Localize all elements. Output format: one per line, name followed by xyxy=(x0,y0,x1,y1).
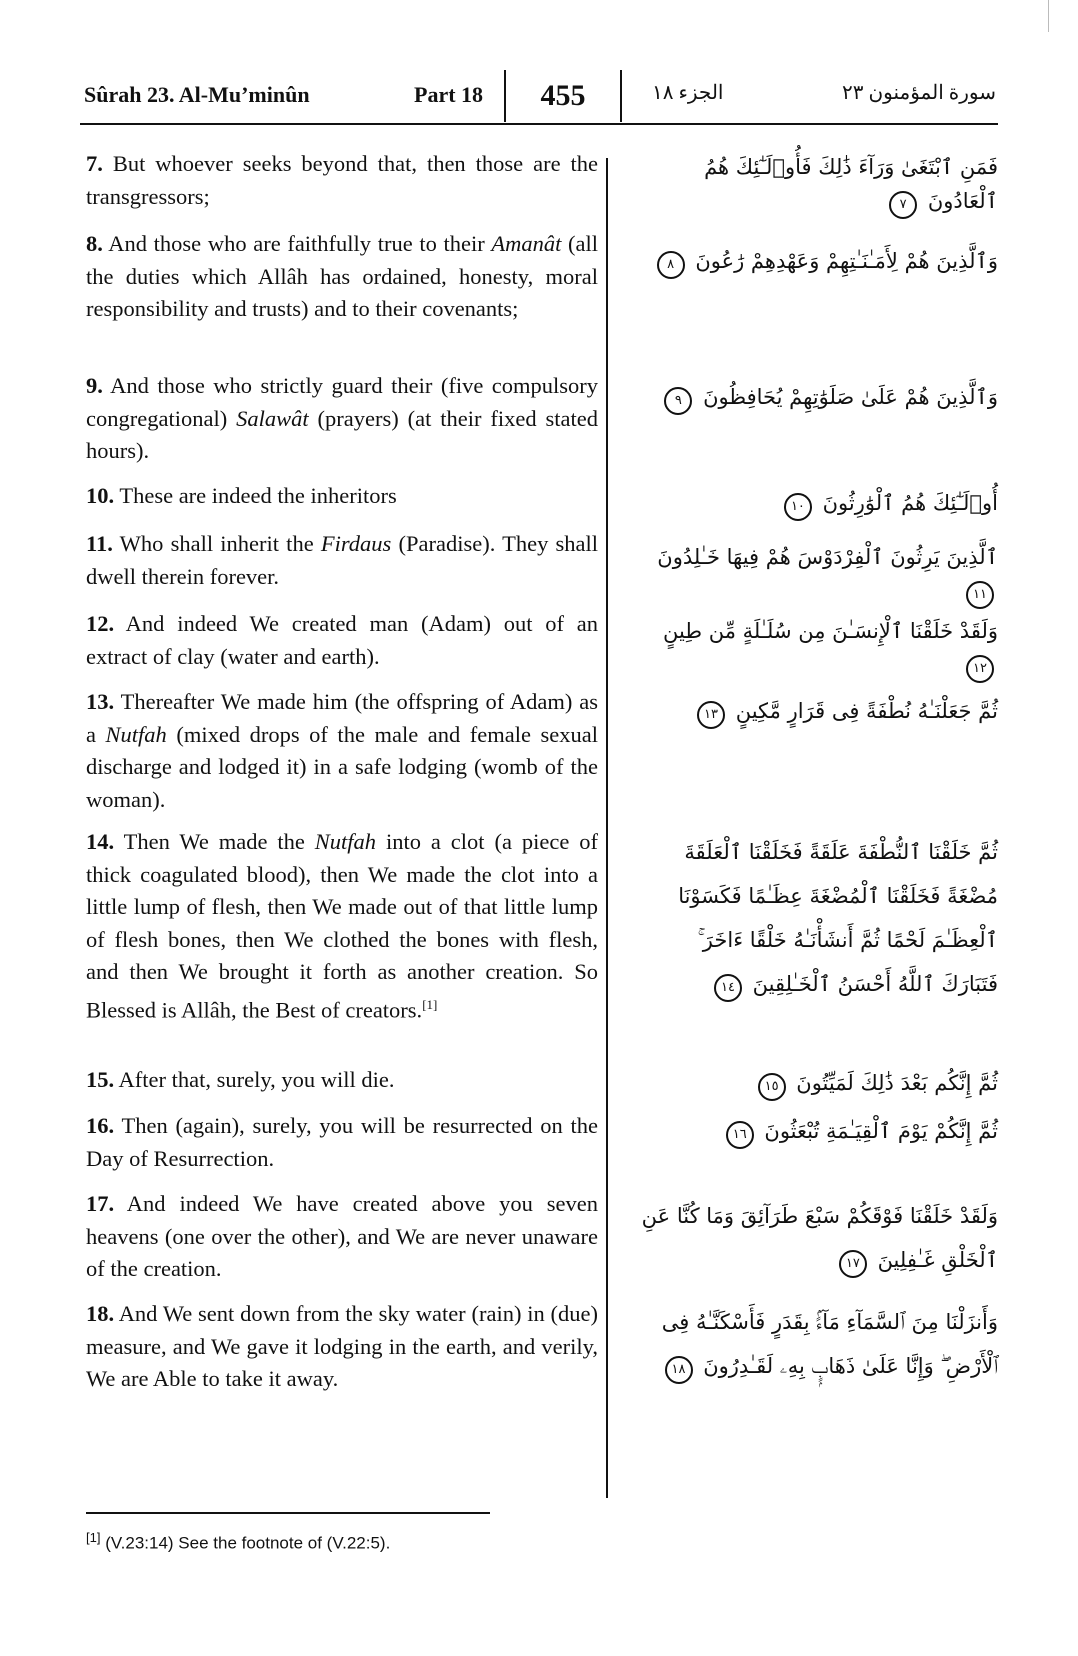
ayah-marker: ١٤ xyxy=(714,974,742,1002)
column-divider xyxy=(606,158,608,1498)
page-number-box xyxy=(504,70,622,122)
verse-8: 8. And those who are faithfully true to their Amanât (all the duties which Allâh has ordained, honesty, moral responsibility and trusts) and to their covenants; xyxy=(86,231,598,321)
verse-18: 18. And We sent down from the sky water (rain) in (due) measure, and We gave it lodging in the earth, and verily, We are Able to take it away. xyxy=(86,1301,598,1391)
arabic-verse-15: ثُمَّ إِنَّكُم بَعْدَ ذَٰلِكَ لَمَيِّتُونَ ١٥ xyxy=(638,1066,998,1101)
arabic-verse-17: وَلَقَدْ خَلَقْنَا فَوْقَكُمْ سَبْعَ طَرَآئِقَ وَمَا كُنَّا عَنِ ٱلْخَلْقِ غَـٰفِلِينَ ١٧ xyxy=(638,1194,998,1282)
arabic-part-label: الجزء ١٨ xyxy=(652,82,724,104)
verse-14: 14. Then We made the Nutfah into a clot (a piece of thick coagulated blood), then We made the clot into a little lump of flesh, then We made out of that little lump of flesh bones, then We clothed the bones with flesh, and then We brought it forth as another creation. So Blessed is Allâh, the Best of creators.[1] xyxy=(86,829,598,1022)
arabic-verse-11: ٱلَّذِينَ يَرِثُونَ ٱلْفِرْدَوْسَ هُمْ فِيهَا خَـٰلِدُونَ ١١ xyxy=(638,540,998,609)
verse-7: 7. But whoever seeks beyond that, then those are the transgressors; xyxy=(86,151,599,209)
verse-10: 10. These are indeed the inheritors xyxy=(86,483,397,508)
page-header xyxy=(84,70,996,124)
arabic-verse-13: ثُمَّ جَعَلْنَـٰهُ نُطْفَةً فِى قَرَارٍ مَّكِينٍ ١٣ xyxy=(638,694,998,729)
page-number: 455 xyxy=(540,79,586,112)
footnote-marker: [1] xyxy=(86,1530,101,1545)
arabic-verse-7: فَمَنِ ٱبْتَغَىٰ وَرَآءَ ذَٰلِكَ فَأُو۟لَـٰٓئِكَ هُمُ ٱلْعَادُونَ ٧ xyxy=(638,150,998,219)
arabic-verse-12: وَلَقَدْ خَلَقْنَا ٱلْإِنسَـٰنَ مِن سُلَـٰلَةٍ مِّن طِينٍ ١٢ xyxy=(638,614,998,683)
ayah-marker: ١٥ xyxy=(758,1073,786,1101)
ayah-marker: ١١ xyxy=(966,581,994,609)
arabic-verse-8: وَٱلَّذِينَ هُمْ لِأَمَـٰنَـٰتِهِمْ وَعَهْدِهِمْ رَٰعُونَ ٨ xyxy=(638,244,998,279)
verse-9: 9. And those who strictly guard their (five compulsory congregational) Salawât (prayers) (at their fixed stated hours). xyxy=(86,373,599,463)
arabic-verse-14: ثُمَّ خَلَقْنَا ٱلنُّطْفَةَ عَلَقَةً فَخَلَقْنَا ٱلْعَلَقَةَ مُضْغَةً فَخَلَقْنَا ٱلْمُضْغَةَ عِظَـٰمًا فَكَسَوْنَا ٱلْعِظَـٰمَ لَحْمًا ثُمَّ أَنشَأْنَـٰهُ خَلْقًا ءَاخَرَ ۚ فَتَبَارَكَ ٱللَّهُ أَحْسَنُ ٱلْخَـٰلِقِينَ ١٤ xyxy=(638,830,998,1006)
footnote xyxy=(86,1530,390,1554)
header-rule xyxy=(80,123,998,125)
surah-title: Sûrah 23. Al-Mu’minûn xyxy=(84,82,310,107)
arabic-surah-title: سورة المؤمنون ٢٣ xyxy=(841,82,996,104)
arabic-verse-18: وَأَنزَلْنَا مِنَ ٱلسَّمَآءِ مَآءًۢ بِقَدَرٍ فَأَسْكَنَّـٰهُ فِى ٱلْأَرْضِ ۖ وَإِنَّا عَلَىٰ ذَهَابٍۭ بِهِۦ لَقَـٰدِرُونَ ١٨ xyxy=(638,1300,998,1388)
verse-12: 12. And indeed We created man (Adam) out of an extract of clay (water and earth). xyxy=(86,611,598,669)
footnote-rule xyxy=(86,1512,490,1514)
ayah-marker: ١٧ xyxy=(839,1250,867,1278)
ayah-marker: ١٢ xyxy=(966,655,994,683)
verse-15: 15. After that, surely, you will die. xyxy=(86,1067,395,1092)
ayah-marker: ٧ xyxy=(889,191,917,219)
ayah-marker: ٩ xyxy=(664,387,692,415)
ayah-marker: ١٨ xyxy=(665,1356,693,1384)
ayah-marker: ٨ xyxy=(657,251,685,279)
arabic-verse-9: وَٱلَّذِينَ هُمْ عَلَىٰ صَلَوَٰتِهِمْ يُحَافِظُونَ ٩ xyxy=(638,380,998,415)
part-label: Part 18 xyxy=(414,82,484,107)
ayah-marker: ١٠ xyxy=(784,493,812,521)
verse-17: 17. And indeed We have created above you seven heavens (one over the other), and We are never unaware of the creation. xyxy=(86,1191,598,1281)
verse-13: 13. Thereafter We made him (the offspring of Adam) as a Nutfah (mixed drops of the male and female sexual discharge and lodged it) in a safe lodging (womb of the woman). xyxy=(86,689,598,812)
footnote-text: (V.23:14) See the footnote of (V.22:5). xyxy=(105,1533,391,1553)
arabic-verse-16: ثُمَّ إِنَّكُمْ يَوْمَ ٱلْقِيَـٰمَةِ تُبْعَثُونَ ١٦ xyxy=(638,1114,998,1149)
ayah-marker: ١٣ xyxy=(697,701,725,729)
scan-edge-mark xyxy=(1048,0,1049,32)
arabic-verse-10: أُو۟لَـٰٓئِكَ هُمُ ٱلْوَٰرِثُونَ ١٠ xyxy=(638,486,998,521)
verse-11: 11. Who shall inherit the Firdaus (Paradise). They shall dwell therein forever. xyxy=(86,531,599,589)
ayah-marker: ١٦ xyxy=(726,1121,754,1149)
footnote-ref: [1] xyxy=(422,996,438,1012)
verse-16: 16. Then (again), surely, you will be resurrected on the Day of Resurrection. xyxy=(86,1113,599,1171)
